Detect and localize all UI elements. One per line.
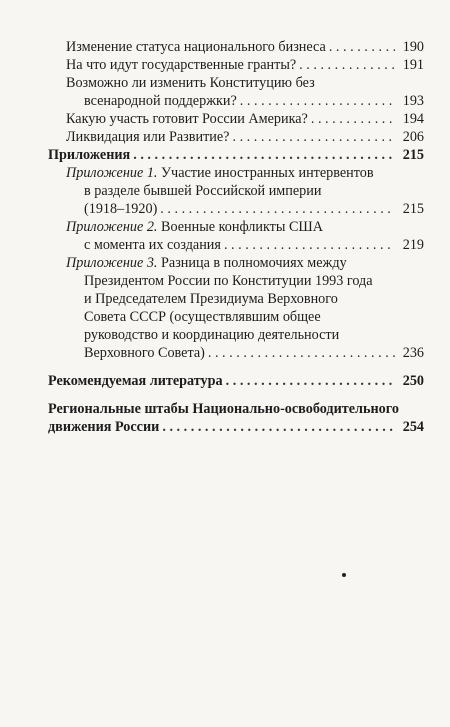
toc-entry-title: Изменение статуса национального бизнеса (66, 39, 326, 55)
leader-dots (162, 418, 395, 436)
toc-section-title-line: движения России (48, 419, 160, 435)
toc-entry-page: 191 (402, 57, 424, 73)
leader-dots (160, 200, 395, 218)
leader-dots (299, 56, 395, 74)
toc-section-title: Рекомендуемая литература (48, 373, 223, 389)
appendix-title-line: Верховного Совета) (84, 345, 205, 361)
toc-entry-page: 206 (402, 129, 424, 145)
ink-dot (342, 573, 346, 577)
appendix-title-line: с момента их создания (84, 237, 221, 253)
leader-dots (311, 110, 395, 128)
toc-section-page: 254 (402, 419, 424, 435)
toc-entry[interactable] (66, 128, 424, 146)
toc-section-page: 250 (402, 373, 424, 389)
toc-entry-title: Какую участь готовит России Америка? (66, 111, 308, 127)
appendix-page: 215 (402, 201, 424, 217)
leader-dots (226, 372, 395, 390)
appendix-label: Приложение 3. (66, 255, 158, 271)
appendix-page: 219 (402, 237, 424, 253)
appendix-title-line: Военные конфликты США (161, 219, 323, 235)
toc-appendix-1[interactable] (66, 164, 424, 218)
leader-dots (240, 92, 395, 110)
toc-entry-title-line: Возможно ли изменить Конституцию без (66, 75, 315, 91)
toc-section-title: Приложения (48, 147, 131, 163)
table-of-contents (48, 38, 424, 436)
appendix-title-line: (1918–1920) (84, 201, 158, 217)
appendix-page: 236 (402, 345, 424, 361)
toc-entry[interactable] (66, 38, 424, 56)
toc-entry[interactable] (66, 74, 424, 110)
toc-entry[interactable] (66, 110, 424, 128)
leader-dots (224, 236, 395, 254)
appendix-title-line: Разница в полномочиях между (161, 255, 347, 271)
spacer (48, 362, 424, 372)
toc-entry-page: 190 (402, 39, 424, 55)
appendix-title-line: руководство и координацию деятельности (84, 327, 340, 343)
toc-entry-title: Ликвидация или Развитие? (66, 129, 230, 145)
toc-entry[interactable] (66, 56, 424, 74)
appendix-label: Приложение 2. (66, 219, 158, 235)
toc-section-page: 215 (402, 147, 424, 163)
appendix-title-line: и Председателем Президиума Верховного (84, 291, 338, 307)
toc-entry-title-line: всенародной поддержки? (84, 93, 237, 109)
spacer (48, 390, 424, 400)
toc-section-regional[interactable] (48, 400, 424, 436)
leader-dots (232, 128, 395, 146)
toc-entry-title: На что идут государственные гранты? (66, 57, 297, 73)
appendix-title-line: в разделе бывшей Российской империи (84, 183, 322, 199)
appendix-title-line: Президентом России по Конституции 1993 года (84, 273, 373, 289)
appendix-title-line: Участие иностранных интервентов (161, 165, 374, 181)
leader-dots (133, 146, 395, 164)
toc-section-appendices[interactable] (48, 146, 424, 164)
toc-entry-page: 194 (402, 111, 424, 127)
leader-dots (208, 344, 395, 362)
toc-appendix-2[interactable] (66, 218, 424, 254)
toc-entry-page: 193 (402, 93, 424, 109)
toc-section-title-line: Региональные штабы Национально-освободительного (48, 401, 399, 417)
toc-appendix-3[interactable] (66, 254, 424, 362)
appendix-title-line: Совета СССР (осуществлявшим общее (84, 309, 321, 325)
leader-dots (329, 38, 395, 56)
toc-section-literature[interactable] (48, 372, 424, 390)
appendix-label: Приложение 1. (66, 165, 158, 181)
